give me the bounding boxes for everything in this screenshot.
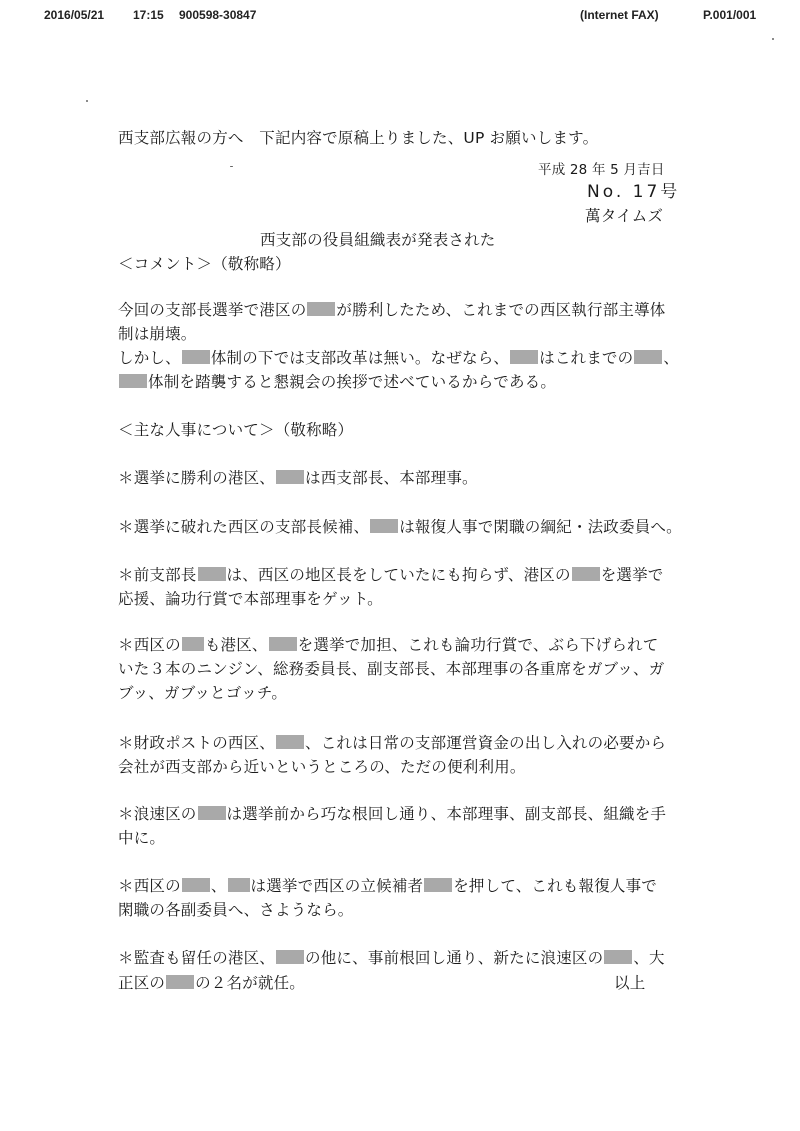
text-segment: 今回の支部長選挙で港区の xyxy=(118,301,307,319)
text-segment: は選挙で西区の立候補者 xyxy=(250,877,424,895)
personnel-item xyxy=(118,563,664,588)
personnel-item-cont: 会社が西支部から近いというところの、ただの便利利用。 xyxy=(118,758,526,776)
redaction-box xyxy=(182,350,210,364)
personnel-heading: ＜主な人事について＞（敬称略） xyxy=(118,421,354,439)
fax-time: 17:15 xyxy=(133,8,164,22)
redaction-box xyxy=(424,878,452,892)
redaction-box xyxy=(307,302,335,316)
scan-speck xyxy=(86,100,88,102)
text-segment: ＊西区の xyxy=(118,877,181,895)
fax-page: P.001/001 xyxy=(703,8,757,22)
text-segment: ＊前支部長 xyxy=(118,566,197,584)
redaction-box xyxy=(182,878,210,892)
personnel-item-cont: 中に。 xyxy=(118,829,166,847)
newspaper-name: 萬タイムズ xyxy=(585,207,664,225)
personnel-item-cont: 閑職の各副委員へ、さようなら。 xyxy=(118,901,354,919)
intro-line xyxy=(118,346,679,371)
intro-line: 制は崩壊。 xyxy=(118,325,197,343)
personnel-item-cont xyxy=(118,971,305,996)
text-segment: は、西区の地区長をしていたにも拘らず、港区の xyxy=(226,566,571,584)
text-segment: は報復人事で閑職の綱紀・法政委員へ。 xyxy=(399,518,682,536)
personnel-item xyxy=(118,802,666,827)
scan-speck xyxy=(230,166,233,167)
redaction-box xyxy=(370,519,398,533)
redaction-box xyxy=(572,567,600,581)
personnel-item-cont: ブッ、ガブッとゴッチ。 xyxy=(118,684,288,702)
intro-line xyxy=(118,298,666,323)
text-segment: は西支部長、本部理事。 xyxy=(305,469,478,487)
text-segment: 体制の下では支部改革は無い。なぜなら、 xyxy=(210,349,510,367)
text-segment: が勝利したため、これまでの西区執行部主導体 xyxy=(336,301,666,319)
fax-service: (Internet FAX) xyxy=(580,8,659,22)
text-segment: を押して、これも報復人事で xyxy=(453,877,658,895)
personnel-item xyxy=(118,946,665,971)
text-segment: はこれまでの xyxy=(539,349,634,367)
redaction-box xyxy=(269,637,297,651)
text-segment: の他に、事前根回し通り、新たに浪速区の xyxy=(305,949,604,967)
text-segment: ＊浪速区の xyxy=(118,805,197,823)
redaction-box xyxy=(276,950,304,964)
redaction-box xyxy=(604,950,632,964)
text-segment: 、大 xyxy=(633,949,665,967)
text-segment: ＊監査も留任の港区、 xyxy=(118,949,276,967)
issue-number: No. 17号 xyxy=(587,182,681,202)
fax-date: 2016/05/21 xyxy=(44,8,105,22)
fax-number: 900598-30847 xyxy=(179,8,257,22)
text-segment: ＊西区の xyxy=(118,636,181,654)
text-segment: 、これは日常の支部運営資金の出し入れの必要から xyxy=(305,734,667,752)
text-segment: ＊選挙に破れた西区の支部長候補、 xyxy=(118,518,370,536)
text-segment: ＊財政ポストの西区、 xyxy=(118,734,276,752)
redaction-box xyxy=(510,350,538,364)
closing: 以上 xyxy=(614,974,646,992)
personnel-item xyxy=(118,515,682,540)
text-segment: 正区の xyxy=(118,974,166,992)
text-segment: を選挙で xyxy=(600,566,664,584)
redaction-box xyxy=(198,567,226,581)
personnel-item xyxy=(118,731,666,756)
text-segment: も港区、 xyxy=(204,636,268,654)
intro-line xyxy=(118,370,556,395)
redaction-box xyxy=(182,637,204,651)
personnel-item xyxy=(118,874,657,899)
personnel-item-cont: 応援、論功行賞で本部理事をゲット。 xyxy=(118,590,383,608)
issue-date: 平成 28 年 5 月吉日 xyxy=(538,162,665,178)
text-segment: 、 xyxy=(663,349,680,367)
text-segment: 、 xyxy=(210,877,227,895)
text-segment: を選挙で加担、これも論功行賞で、ぶら下げられて xyxy=(297,636,659,654)
redaction-box xyxy=(228,878,250,892)
scan-speck xyxy=(772,38,774,40)
redaction-box xyxy=(276,735,304,749)
redaction-box xyxy=(634,350,662,364)
text-segment: しかし、 xyxy=(118,349,181,367)
personnel-item-cont: いた３本のニンジン、総務委員長、副支部長、本部理事の各重席をガブッ、ガ xyxy=(118,660,665,678)
personnel-item xyxy=(118,466,478,491)
text-segment: ＊選挙に勝利の港区、 xyxy=(118,469,276,487)
redaction-box xyxy=(166,975,194,989)
text-segment: は選挙前から巧な根回し通り、本部理事、副支部長、組織を手 xyxy=(226,805,667,823)
text-segment: 体制を踏襲すると懇親会の挨拶で述べているからである。 xyxy=(148,373,557,391)
redaction-box xyxy=(198,806,226,820)
fax-header xyxy=(0,8,800,28)
redaction-box xyxy=(276,470,304,484)
personnel-item xyxy=(118,633,658,658)
text-segment: の２名が就任。 xyxy=(195,974,306,992)
redaction-box xyxy=(119,374,147,388)
comment-heading: ＜コメント＞（敬称略） xyxy=(118,255,291,273)
headline: 西支部の役員組織表が発表された xyxy=(260,231,496,249)
addressee: 西支部広報の方へ 下記内容で原稿上りました、UP お願いします。 xyxy=(118,129,599,147)
